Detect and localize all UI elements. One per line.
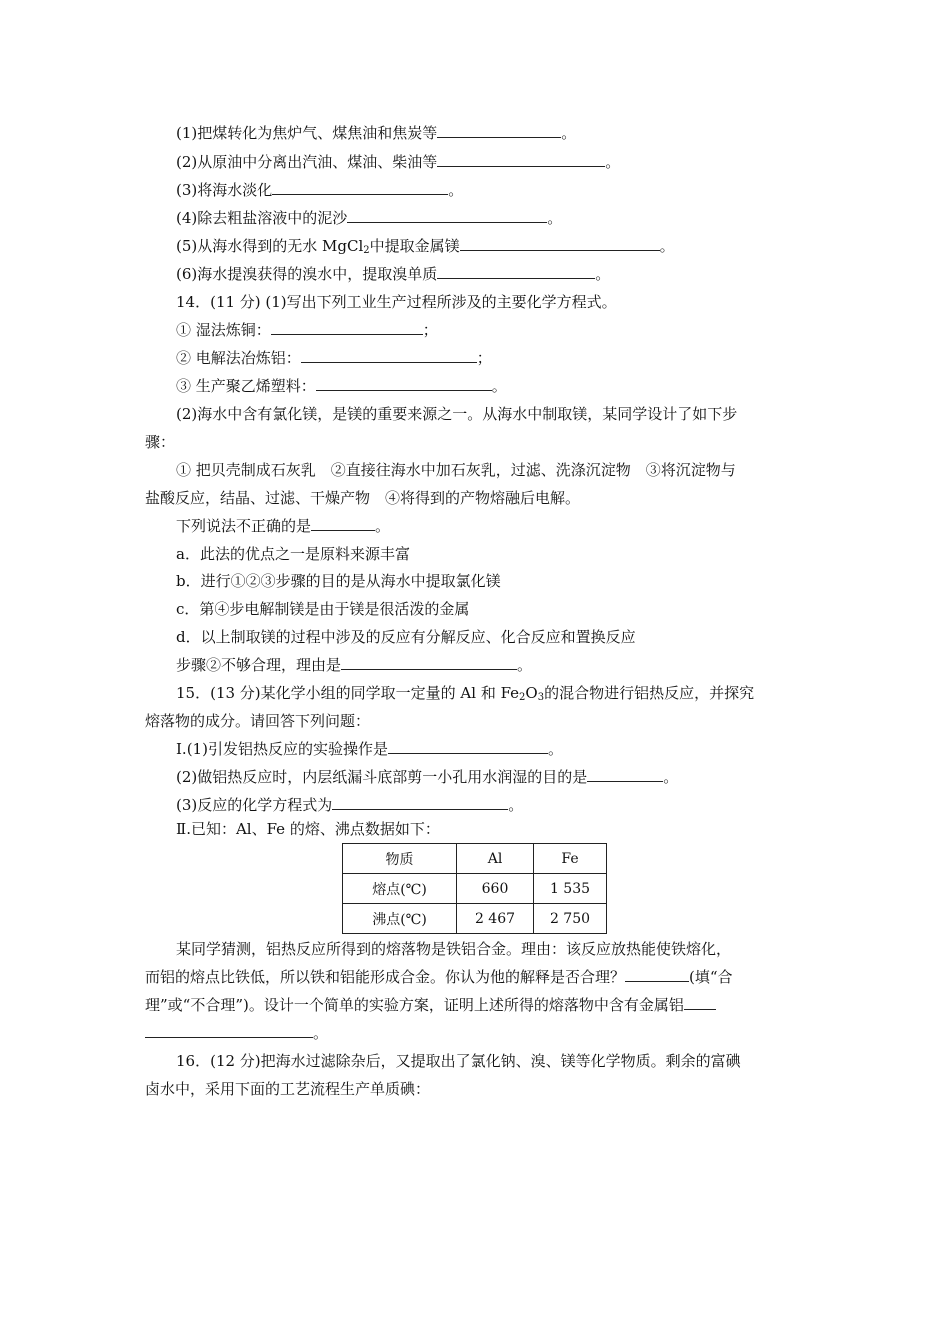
q13-item-4: (4)除去粗盐溶液中的泥沙 。 [176, 209, 563, 227]
table-cell: 2 750 [534, 904, 607, 934]
table-cell: 熔点(℃) [343, 874, 457, 904]
q13-item-6: (6)海水提溴获得的溴水中，提取溴单质 。 [176, 265, 611, 283]
q14-question: 下列说法不正确的是 。 [176, 517, 391, 535]
table-header: 物质 [343, 844, 457, 874]
q15-part2: Ⅱ.已知：Al、Fe 的熔、沸点数据如下： [176, 820, 440, 838]
answer-blank[interactable] [341, 655, 517, 670]
table-header-row [343, 844, 607, 874]
table-cell: 沸点(℃) [343, 904, 457, 934]
table-cell: 1 535 [534, 874, 607, 904]
answer-blank[interactable] [332, 795, 508, 810]
q14-steps-line1: ① 把贝壳制成石灰乳 ②直接往海水中加石灰乳，过滤、洗涤沉淀物 ③将沉淀物与 [176, 461, 736, 479]
q13-item-1: (1)把煤转化为焦炉气、煤焦油和焦炭等 。 [176, 124, 577, 142]
table-header: Al [457, 844, 534, 874]
q16-stem-line2: 卤水中，采用下面的工艺流程生产单质碘： [145, 1080, 431, 1098]
q15-part1-item2: (2)做铝热反应时，内层纸漏斗底部剪一小孔用水润湿的目的是 。 [176, 768, 679, 786]
q14-equation-1: ① 湿法炼铜： ； [176, 321, 438, 339]
table-header: Fe [534, 844, 607, 874]
q15-stem-line1: 15．(13 分)某化学小组的同学取一定量的 Al 和 $Fe_2O_3$的混合物进行铝热反应，并探究 [176, 684, 755, 703]
answer-blank[interactable] [437, 123, 561, 138]
answer-blank[interactable] [388, 739, 548, 754]
q15-para-line4: 。 [145, 1023, 328, 1043]
q14-option-d: d．以上制取镁的过程中涉及的反应有分解反应、化合反应和置换反应 [176, 628, 636, 646]
q13-item-5: (5)从海水得到的无水 MgCl$_2$中提取金属镁 。 [176, 237, 675, 256]
q15-para-line1: 某同学猜测，铝热反应所得到的熔落物是铁铝合金。理由：该反应放热能使铁熔化， [176, 940, 732, 958]
melting-boiling-table [342, 843, 607, 934]
q13-item-3: (3)将海水淡化 。 [176, 181, 464, 199]
answer-blank[interactable] [272, 180, 448, 195]
q14-equation-2: ② 电解法冶炼铝： ； [176, 349, 492, 367]
q14-reason: 步骤②不够合理，理由是 。 [176, 656, 533, 674]
answer-blank[interactable] [437, 152, 605, 167]
table-cell: 2 467 [457, 904, 534, 934]
table-row [343, 904, 607, 934]
q15-part1-item3: (3)反应的化学方程式为 。 [176, 796, 524, 814]
q14-part2-line2: 骤： [145, 433, 176, 451]
answer-blank[interactable] [625, 967, 689, 982]
q14-option-c: c．第④步电解制镁是由于镁是很活泼的金属 [176, 600, 470, 618]
q15-stem-line2: 熔落物的成分。请回答下列问题： [145, 712, 371, 730]
q13-item-2: (2)从原油中分离出汽油、煤油、柴油等 。 [176, 153, 621, 171]
table-cell: 660 [457, 874, 534, 904]
q15-para-line3: 理”或“不合理”)。设计一个简单的实验方案，证明上述所得的熔落物中含有金属铝 [145, 995, 716, 1015]
answer-blank[interactable] [460, 236, 660, 251]
q15-part1-item1: Ⅰ.(1)引发铝热反应的实验操作是 。 [176, 740, 563, 758]
answer-blank[interactable] [316, 376, 492, 391]
answer-blank[interactable] [271, 320, 423, 335]
answer-blank[interactable] [347, 208, 547, 223]
answer-blank[interactable] [301, 348, 477, 363]
q14-option-b: b．进行①②③步骤的目的是从海水中提取氯化镁 [176, 572, 501, 590]
q15-para-line2: 而铝的熔点比铁低，所以铁和铝能形成合金。你认为他的解释是否合理？ (填“合 [145, 968, 733, 986]
answer-blank[interactable] [311, 516, 375, 531]
answer-blank[interactable] [145, 1023, 313, 1038]
answer-blank[interactable] [587, 767, 663, 782]
q14-equation-3: ③ 生产聚乙烯塑料： 。 [176, 377, 507, 395]
answer-blank[interactable] [684, 995, 716, 1010]
q14-part2-line1: (2)海水中含有氯化镁，是镁的重要来源之一。从海水中制取镁，某同学设计了如下步 [176, 405, 738, 423]
q14-option-a: a．此法的优点之一是原料来源丰富 [176, 545, 410, 563]
q14-steps-line2: 盐酸反应，结晶、过滤、干燥产物 ④将得到的产物熔融后电解。 [145, 489, 581, 507]
table-row [343, 874, 607, 904]
q14-stem: 14．(11 分) (1)写出下列工业生产过程所涉及的主要化学方程式。 [176, 293, 617, 311]
q16-stem-line1: 16．(12 分)把海水过滤除杂后，又提取出了氯化钠、溴、镁等化学物质。剩余的富碘 [176, 1052, 741, 1070]
answer-blank[interactable] [437, 264, 595, 279]
